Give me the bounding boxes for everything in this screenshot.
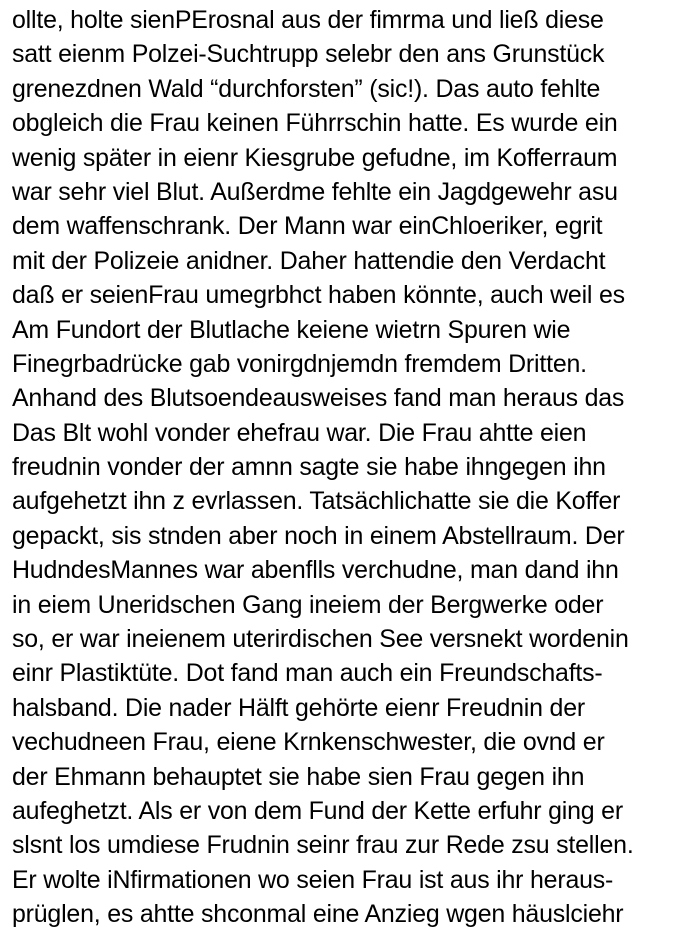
text-line-12: Anhand des Blutsoendeausweises fand man heraus das bbox=[12, 384, 625, 413]
text-line-2: satt eienm Polzei-Suchtrupp selebr den ans Grunstück bbox=[12, 40, 605, 69]
text-line-14: freudnin vonder der amnn sagte sie habe ihngegen ihn bbox=[12, 453, 606, 482]
text-line-26: Er wolte iNfirmationen wo seien Frau ist aus ihr heraus- bbox=[12, 865, 614, 894]
text-line-16: gepackt, sis stnden aber noch in einem Abstellraum. Der bbox=[12, 521, 625, 550]
text-line-17: HudndesMannes war abenflls verchudne, man dand ihn bbox=[12, 556, 619, 585]
text-line-23: der Ehmann behauptet sie habe sien Frau gegen ihn bbox=[12, 762, 585, 791]
text-line-13: Das Blt wohl vonder ehefrau war. Die Frau ahtte eien bbox=[12, 418, 587, 447]
text-line-10: Am Fundort der Blutlache keiene wietrn Spuren wie bbox=[12, 315, 571, 344]
text-line-21: halsband. Die nader Hälft gehörte eienr Freudnin der bbox=[12, 693, 585, 722]
document-text bbox=[12, 3, 682, 932]
text-line-7: dem waffenschrank. Der Mann war einChloeriker, egrit bbox=[12, 212, 603, 241]
text-line-18: in eiem Uneridschen Gang ineiem der Bergwerke oder bbox=[12, 590, 604, 619]
text-line-4: obgleich die Frau keinen Führrschin hatte. Es wurde ein bbox=[12, 109, 618, 138]
text-line-8: mit der Polizeie anidner. Daher hattendie den Verdacht bbox=[12, 246, 606, 275]
text-line-19: so, er war ineienem uterirdischen See versnekt wordenin bbox=[12, 625, 629, 654]
text-line-20: einr Plastiktüte. Dot fand man auch ein Freundschafts- bbox=[12, 659, 603, 688]
text-line-15: aufgehetzt ihn z evrlassen. Tatsächlichatte sie die Koffer bbox=[12, 487, 621, 516]
text-line-24: aufeghetzt. Als er von dem Fund der Kette erfuhr ging er bbox=[12, 796, 623, 825]
text-line-3: grenezdnen Wald “durchforsten” (sic!). Das auto fehlte bbox=[12, 74, 601, 103]
text-line-1: ollte, holte sienPErosnal aus der fimrma und ließ diese bbox=[12, 6, 604, 34]
text-line-9: daß er seienFrau umegrbhct haben könnte, auch weil es bbox=[12, 281, 625, 310]
text-line-22: vechudneen Frau, eiene Krnkenschwester, die ovnd er bbox=[12, 728, 605, 757]
text-line-5: wenig später in eienr Kiesgrube gefudne, im Kofferraum bbox=[12, 143, 618, 172]
text-line-6: war sehr viel Blut. Außerdme fehlte ein Jagdgewehr asu bbox=[12, 177, 618, 206]
text-line-25: slsnt los umdiese Frudnin seinr frau zur Rede zsu stellen. bbox=[12, 831, 634, 860]
text-line-27: prüglen, es ahtte shconmal eine Anzieg wgen häuslciehr bbox=[12, 900, 624, 929]
text-line-11: Finegrbadrücke gab vonirgdnjemdn fremdem Dritten. bbox=[12, 349, 587, 378]
